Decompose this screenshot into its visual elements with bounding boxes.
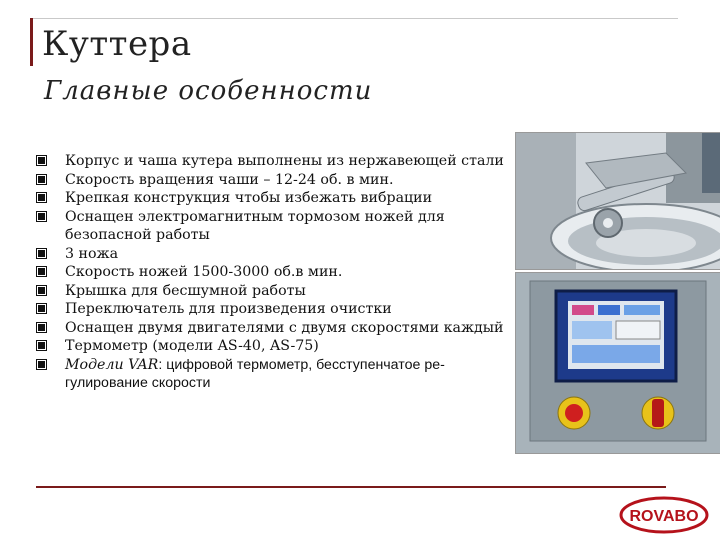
cutter-bowl-photo — [515, 132, 720, 270]
list-item — [38, 282, 508, 301]
footer-divider — [36, 486, 666, 488]
slide-title: Куттера — [42, 24, 192, 64]
list-item — [38, 152, 508, 171]
list-item-text: Термометр (модели AS-40, AS-75) — [65, 338, 319, 354]
list-item-text: Скорость ножей 1500-3000 об.в мин. — [65, 264, 343, 280]
bullet-icon — [38, 287, 45, 294]
frame-top-line — [30, 18, 678, 19]
list-item-text: Оснащен двумя двигателями с двумя скоростями каждый — [65, 319, 504, 336]
list-item-text: 3 ножа — [65, 245, 119, 262]
list-item — [38, 319, 508, 338]
list-item — [38, 245, 508, 264]
bullet-icon — [38, 324, 45, 331]
list-item-text: Крышка для бесшумной работы — [65, 282, 306, 299]
bullet-icon — [38, 268, 45, 275]
feature-list — [38, 152, 508, 393]
list-item-text: Крепкая конструкция чтобы избежать вибрации — [65, 190, 433, 206]
list-item — [38, 208, 508, 245]
list-item-text: Переключатель для произведения очистки — [65, 301, 392, 317]
bullet-icon — [38, 250, 45, 257]
list-item — [38, 300, 508, 319]
bullet-icon — [38, 194, 45, 201]
cutter-bowl-illustration — [516, 133, 720, 269]
bullet-icon — [38, 342, 45, 349]
list-item — [38, 263, 508, 282]
list-item — [38, 356, 508, 393]
list-item-text: Корпус и чаша кутера выполнены из нержавеющей стали — [65, 153, 504, 169]
list-item-text: Скорость вращения чаши – 12-24 об. в мин. — [65, 171, 394, 188]
bullet-icon — [38, 361, 45, 368]
rovabo-logo — [618, 492, 710, 534]
list-item — [38, 171, 508, 190]
control-panel-illustration — [516, 273, 720, 453]
bullet-icon — [38, 213, 45, 220]
list-item-italic-text: Модели VAR — [65, 356, 159, 373]
control-panel-photo — [515, 272, 720, 454]
list-item-text: Оснащен электромагнитным тормозом ножей для безопасной работы — [65, 208, 445, 243]
bullet-icon — [38, 157, 45, 164]
bullet-icon — [38, 305, 45, 312]
bullet-icon — [38, 176, 45, 183]
rovabo-logo-mark — [618, 492, 710, 534]
svg-text:ROVABO: ROVABO — [629, 508, 699, 525]
frame-left-accent — [30, 18, 33, 66]
list-item — [38, 189, 508, 208]
list-item-text: : цифровой термометр, бесступенчатое ре-гулирование скорости — [65, 356, 445, 391]
slide-subtitle: Главные особенности — [44, 76, 373, 106]
list-item — [38, 337, 508, 356]
